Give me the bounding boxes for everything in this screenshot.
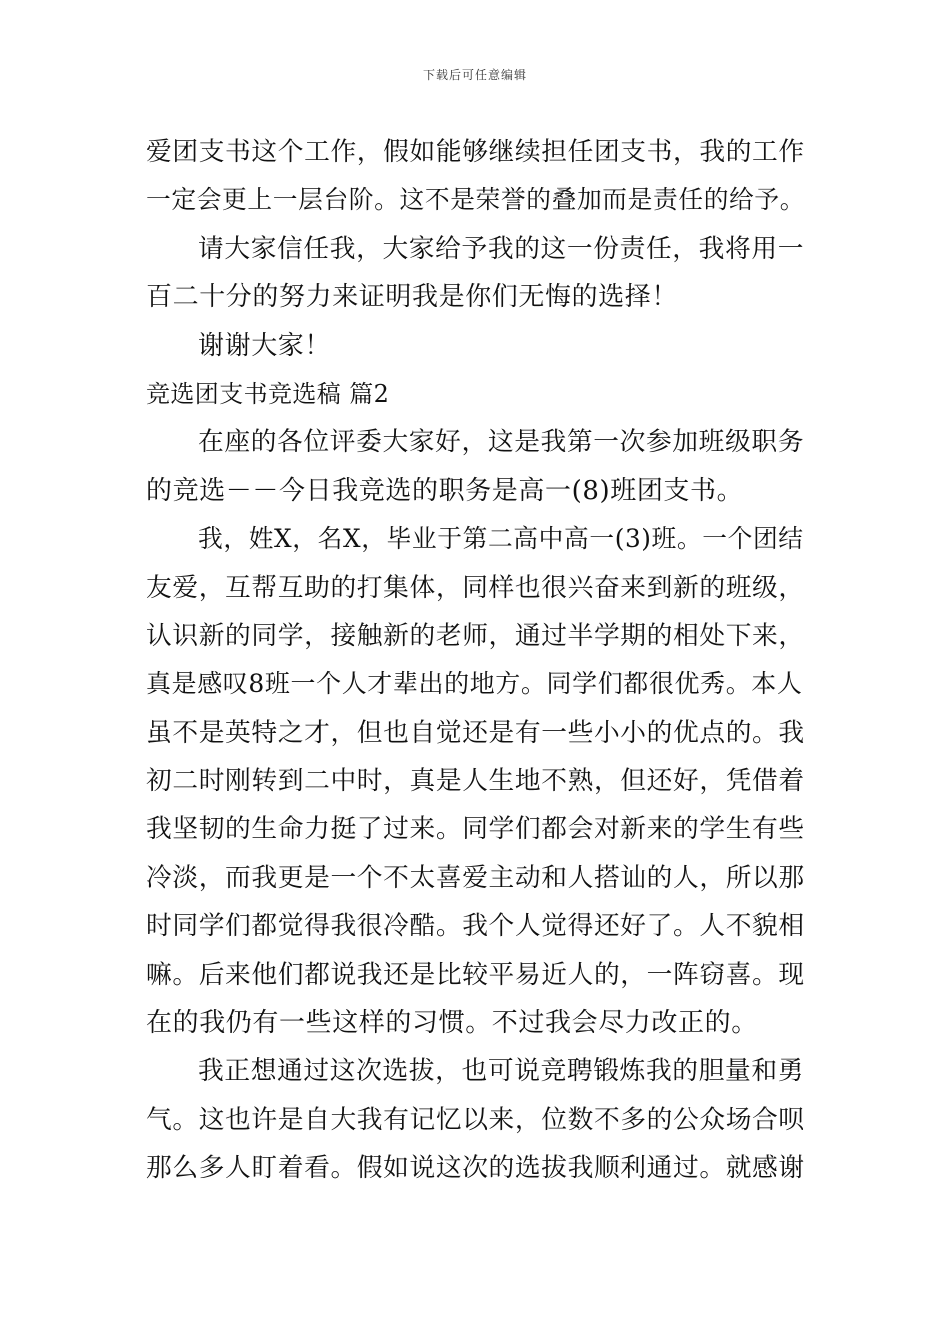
text-line: 百二十分的努力来证明我是你们无悔的选择！ [146, 282, 679, 313]
section-heading: 竞选团支书竞选稿 篇2 [146, 379, 390, 408]
text-line: 初二时刚转到二中时，真是人生地不熟，但还好，凭借着 [146, 766, 805, 797]
text-line: 爱团支书这个工作，假如能够继续担任团支书，我的工作 [146, 137, 805, 167]
text-line: 在座的各位评委大家好，这是我第一次参加班级职务 [198, 427, 805, 458]
text-line: 请大家信任我，大家给予我的这一份责任，我将用一 [198, 233, 805, 264]
text-line: 真是感叹8班一个人才辈出的地方。同学们都很优秀。本人 [146, 669, 803, 699]
text-line: 冷淡，而我更是一个不太喜爱主动和人搭讪的人，所以那 [146, 862, 805, 893]
text-line: 一定会更上一层台阶。这不是荣誉的叠加而是责任的给予。 [146, 185, 806, 215]
header-note: 下载后可任意编辑 [422, 68, 527, 82]
text-line: 在的我仍有一些这样的习惯。不过我会尽力改正的。 [146, 1008, 758, 1039]
text-line: 那么多人盯着看。假如说这次的选拔我顺利通过。就感谢 [146, 1153, 805, 1184]
text-line: 气。这也许是自大我有记忆以来，位数不多的公众场合呗 [146, 1104, 805, 1135]
text-line: 虽不是英特之才，但也自觉还是有一些小小的优点的。我 [146, 717, 805, 748]
text-line: 友爱，互帮互助的打集体，同样也很兴奋来到新的班级， [146, 572, 805, 603]
text-line: 嘛。后来他们都说我还是比较平易近人的，一阵窃喜。现 [146, 959, 805, 990]
text-line: 认识新的同学，接触新的老师，通过半学期的相处下来， [146, 620, 805, 651]
text-line: 我，姓X，名X，毕业于第二高中高一(3)班。一个团结 [198, 524, 804, 554]
text-line: 我坚韧的生命力挺了过来。同学们都会对新来的学生有些 [146, 814, 805, 845]
document-body [146, 128, 808, 1193]
text-line: 我正想通过这次选拔，也可说竞聘锻炼我的胆量和勇 [198, 1056, 805, 1087]
text-line: 的竞选－－今日我竞选的职务是高一(8)班团支书。 [146, 475, 744, 506]
text-line: 时同学们都觉得我很冷酷。我个人觉得还好了。人不貌相 [146, 911, 805, 942]
text-line: 谢谢大家！ [198, 330, 332, 361]
